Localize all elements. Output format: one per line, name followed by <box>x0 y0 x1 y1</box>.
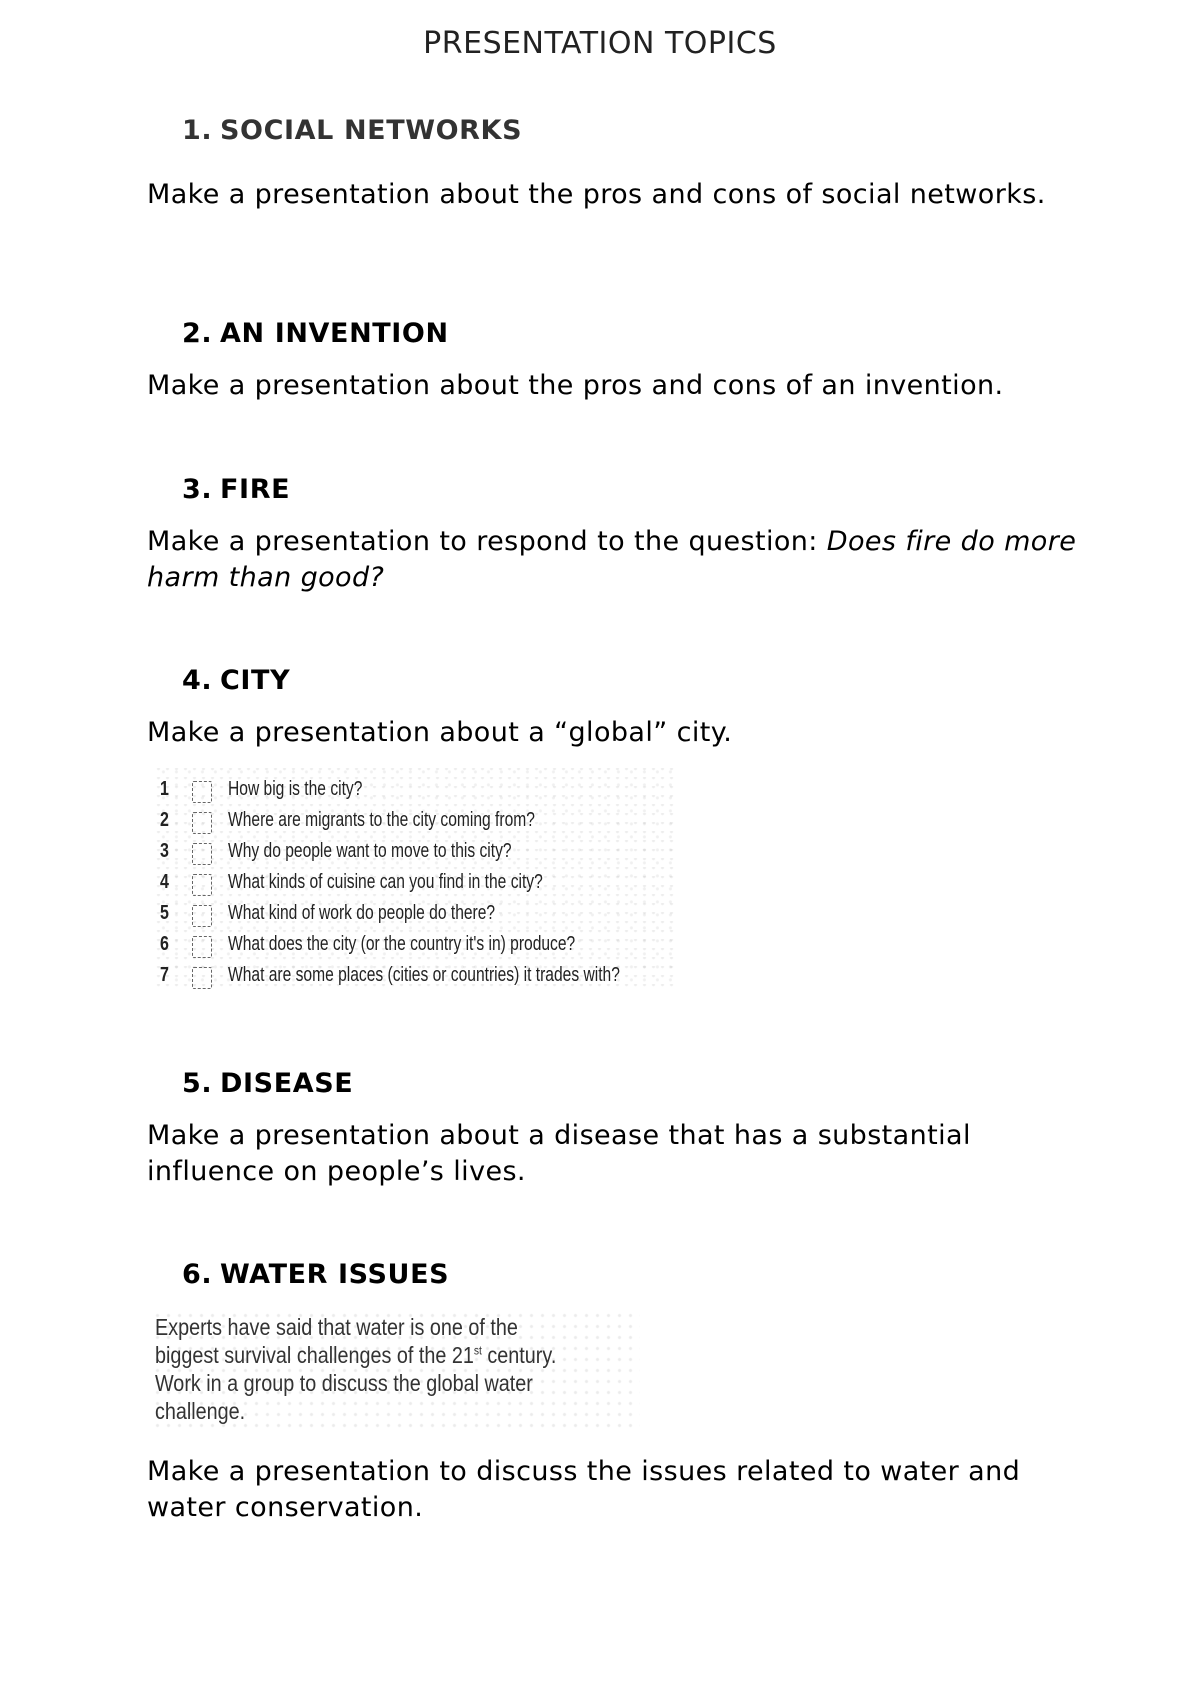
question-number: 1 <box>160 778 169 800</box>
section-title: CITY <box>220 665 291 696</box>
list-item <box>152 962 677 992</box>
question-text: What are some places (cities or countries) it trades with? <box>228 964 620 986</box>
list-item <box>152 900 677 930</box>
scan-line <box>155 1342 556 1369</box>
section-text-water-issues: Make a presentation to discuss the issues related to water and water conservation. <box>147 1456 1021 1523</box>
checkbox-icon <box>192 843 212 865</box>
section-title: WATER ISSUES <box>220 1259 450 1290</box>
scan-line-text: biggest survival challenges of the 21 <box>155 1342 474 1368</box>
fire-question: Does fire do more harm than good? <box>147 526 1077 593</box>
section-text-disease: Make a presentation about a disease that has a substantial influence on people’s lives. <box>147 1120 971 1187</box>
section-text-fire <box>147 524 1077 596</box>
section-number: 6. <box>182 1259 213 1290</box>
page-title: PRESENTATION TOPICS <box>423 26 777 61</box>
section-number: 4. <box>182 665 213 696</box>
question-text: Where are migrants to the city coming from? <box>228 809 535 831</box>
section-text-social-networks: Make a presentation about the pros and cons of social networks. <box>147 179 1046 210</box>
question-text: How big is the city? <box>228 778 363 800</box>
list-item <box>152 931 677 961</box>
list-item <box>152 807 677 837</box>
city-questions-scan <box>152 768 677 990</box>
section-heading-fire <box>182 474 290 505</box>
scan-line: challenge. <box>155 1398 246 1424</box>
question-text: Why do people want to move to this city? <box>228 840 512 862</box>
fire-text-lead: Make a presentation to respond to the question: <box>147 526 827 557</box>
section-number: 3. <box>182 474 213 505</box>
section-text-city: Make a presentation about a “global” city. <box>147 717 733 748</box>
scan-line: Work in a group to discuss the global water <box>155 1370 533 1396</box>
question-number: 7 <box>160 964 169 986</box>
checkbox-icon <box>192 874 212 896</box>
question-number: 4 <box>160 871 169 893</box>
question-text: What kinds of cuisine can you find in the city? <box>228 871 543 893</box>
list-item <box>152 838 677 868</box>
question-text: What does the city (or the country it's in) produce? <box>228 933 576 955</box>
question-number: 5 <box>160 902 169 924</box>
section-title: FIRE <box>220 474 291 505</box>
section-heading-water-issues <box>182 1259 449 1290</box>
question-number: 2 <box>160 809 169 831</box>
section-number: 5. <box>182 1068 213 1099</box>
scan-line-tail: century. <box>481 1342 557 1368</box>
list-item <box>152 869 677 899</box>
section-title: SOCIAL NETWORKS <box>220 115 523 146</box>
section-title: AN INVENTION <box>220 318 449 349</box>
section-heading-city <box>182 665 290 696</box>
section-number: 2. <box>182 318 213 349</box>
section-text-an-invention: Make a presentation about the pros and cons of an invention. <box>147 370 1004 401</box>
water-issues-scan <box>152 1310 640 1432</box>
section-heading-an-invention <box>182 318 449 349</box>
checkbox-icon <box>192 936 212 958</box>
section-heading-social-networks <box>182 115 522 146</box>
scan-line-sup: st <box>473 1343 482 1358</box>
checkbox-icon <box>192 781 212 803</box>
section-title: DISEASE <box>220 1068 354 1099</box>
list-item <box>152 776 677 806</box>
checkbox-icon <box>192 812 212 834</box>
question-number: 6 <box>160 933 169 955</box>
checkbox-icon <box>192 905 212 927</box>
scan-line: Experts have said that water is one of the <box>155 1314 518 1340</box>
section-heading-disease <box>182 1068 353 1099</box>
question-number: 3 <box>160 840 169 862</box>
checkbox-icon <box>192 967 212 989</box>
section-number: 1. <box>182 115 213 146</box>
question-text: What kind of work do people do there? <box>228 902 496 924</box>
